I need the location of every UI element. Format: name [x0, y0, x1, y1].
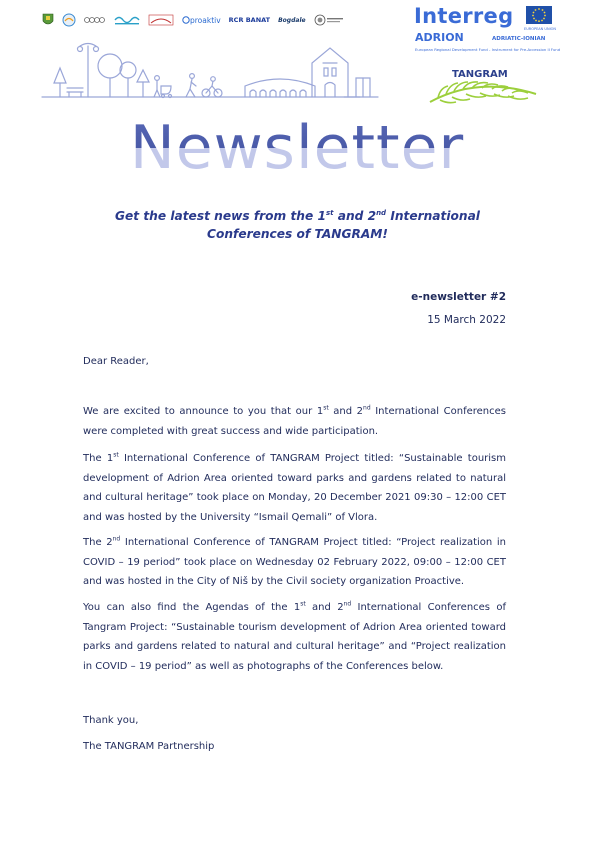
leaf-icon — [428, 80, 538, 106]
greeting: Dear Reader, — [83, 356, 149, 367]
heading-text: Newsletter — [129, 113, 465, 178]
paragraph-agendas: You can also find the Agendas of the 1st and 2nd International Conferences of Tangram Project: “Sustainable tourism development of Adrion Area oriented toward parks and gardens related to natural and cultural heritage” and “Project realization in COVID – 19 period” as well as photographs of the Conferences below. — [83, 600, 506, 672]
fund-note: European Regional Development Fund - Instrument for Pre-Accession II Fund — [415, 47, 561, 52]
park-illustration — [40, 38, 380, 100]
municipality-crest-logo — [42, 12, 54, 28]
paragraph-second-conference: The 2nd International Conference of TANGRAM Project titled: “Project realization in COVID – 19 period” took place on Wednesday 02 February 2022, 09:00 – 12:00 CET and was hosted in the City of Niš by the Civil society organization Proactive. — [83, 535, 506, 587]
eu-caption: EUROPEAN UNION — [524, 27, 556, 31]
program-name: Interreg — [414, 4, 514, 28]
issue-number: e-newsletter #2 — [411, 291, 506, 303]
paragraph-announcement: We are excited to announce to you that our 1st and 2nd International Conferences were completed with great success and wide participation. — [83, 404, 506, 437]
partner-logos — [42, 10, 382, 30]
paragraph-first-conference: The 1st International Conference of TANGRAM Project titled: “Sustainable tourism development of Adrion Area oriented toward parks and gardens related to natural and cultural heritage” took place on Monday, 20 December 2021 09:30 – 12:00 CET and was hosted by the University “Ismail Qemali” of Vlora. — [83, 451, 507, 523]
newsletter-heading — [0, 112, 595, 178]
bridge-logo — [148, 12, 174, 28]
subtitle: Get the latest news from the 1st and 2nd International Conferences of TANGRAM! — [114, 209, 480, 242]
ring-logo — [84, 12, 106, 28]
rcr-banat-logo: RCR BANAT — [228, 16, 271, 24]
round-emblem-logo — [62, 12, 76, 28]
signature: The TANGRAM Partnership — [83, 741, 215, 752]
interreg-logo — [414, 4, 559, 56]
round-seal-logo — [314, 12, 344, 28]
issue-date: 15 March 2022 — [427, 314, 506, 326]
program-region: ADRION — [415, 31, 464, 44]
eu-flag-icon — [526, 6, 552, 24]
bogdale-logo: Bogdale — [278, 16, 306, 24]
closing: Thank you, — [83, 715, 139, 726]
wave-logo — [114, 12, 140, 28]
proaktiv-logo: proaktiv — [182, 12, 221, 28]
program-area: ADRIATIC-IONIAN — [492, 36, 546, 42]
project-logo-label: TANGRAM — [452, 69, 508, 80]
